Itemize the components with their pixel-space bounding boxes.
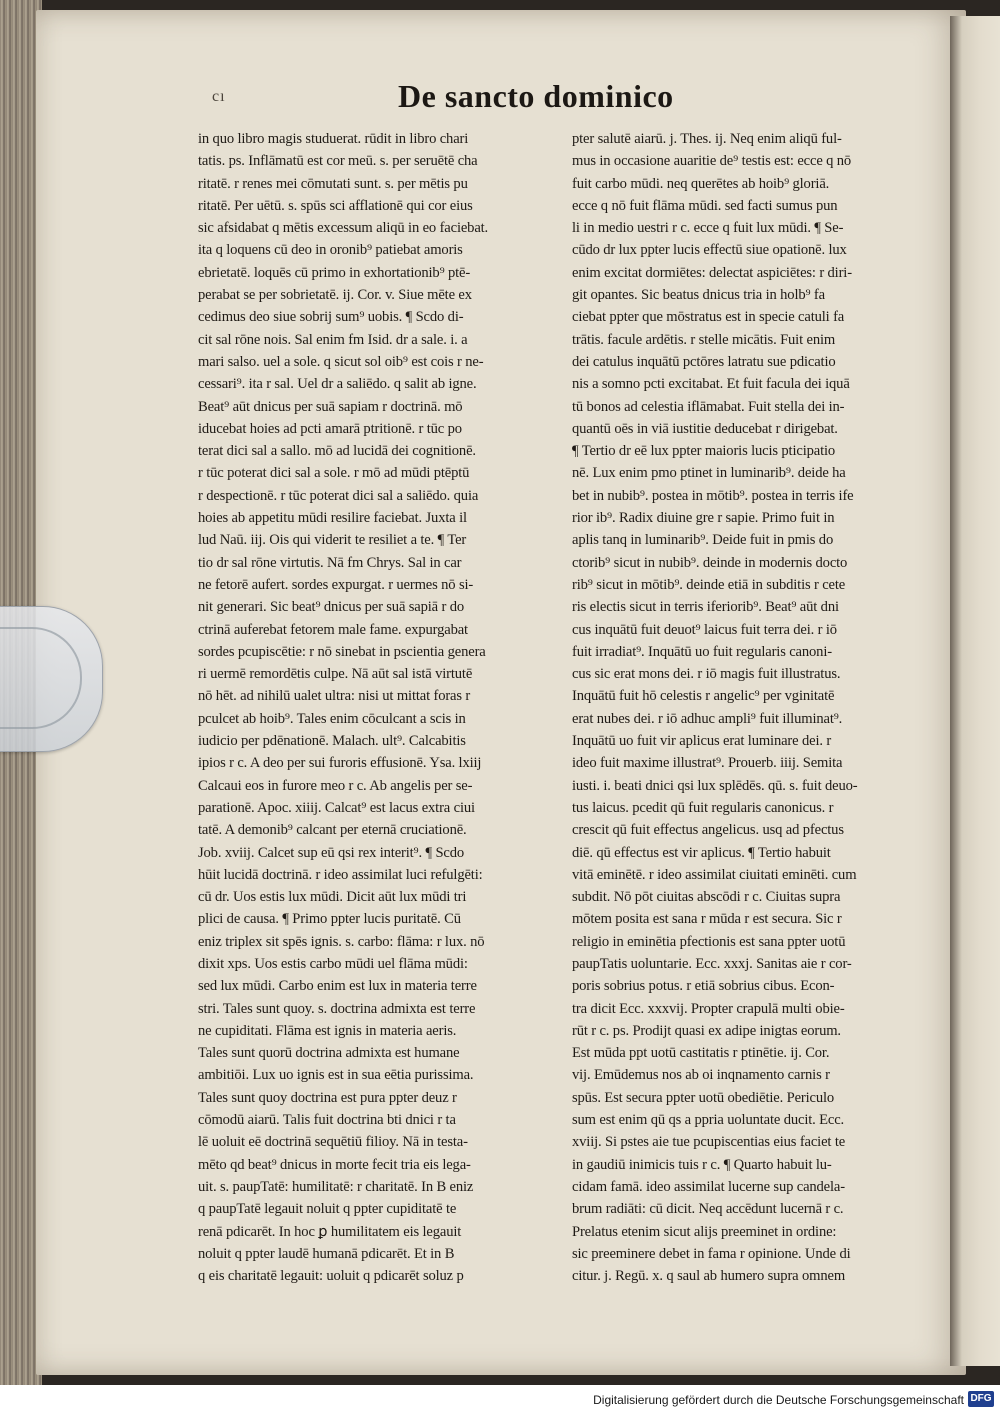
text-line: stri. Tales sunt quoy. s. doctrina admixta est terre — [198, 1000, 476, 1017]
text-line: in gaudiū inimicis tuis r c. ¶ Quarto habuit lu- — [572, 1156, 832, 1173]
text-line: brum radiāti: cū dicit. Neq accēdunt lucernā r c. — [572, 1201, 844, 1218]
text-line: nis a somno pcti excitabat. Et fuit facula dei iquā — [572, 376, 850, 393]
text-line: iducebat hoies ad pcti amarā ptritionē. r tūc po — [198, 420, 462, 437]
text-line: paupTatis uoluntarie. Ecc. xxxj. Sanitas aie r cor- — [572, 955, 852, 972]
text-line: diē. qū effectus est vir aplicus. ¶ Tertio habuit — [572, 844, 831, 861]
text-line: aplis tanq in luminarib⁹. Deide fuit in pmis do — [572, 532, 834, 549]
text-line: crescit qū fuit effectus angelicus. usq ad pfectus — [572, 822, 844, 839]
text-line: ritatē. r renes mei cōmutati sunt. s. per mētis pu — [198, 175, 468, 192]
text-line: hoies ab appetitu mūdi resilire faciebat. Juxta il — [198, 510, 467, 527]
text-line: ne fetorē aufert. sordes expurgat. r uermes nō si- — [198, 576, 474, 593]
text-line: perabat se per sobrietatē. ij. Cor. v. Siue mēte ex — [198, 287, 472, 304]
text-line: sic preeminere debet in fama r opinione. Unde di — [572, 1245, 851, 1262]
funding-credit: Digitalisierung gefördert durch die Deutsche Forschungsgemeinschaft — [593, 1393, 964, 1407]
text-line: cū dr. Uos estis lux mūdi. Dicit aūt lux mūdi tri — [198, 889, 467, 906]
text-line: cūdo dr lux ppter lucis effectū siue opationē. lux — [572, 242, 847, 259]
text-line: ris electis sicut in terris iferiorib⁹. Beat⁹ aūt dni — [572, 599, 839, 616]
text-line: subdit. Nō pōt ciuitas abscōdi r c. Ciuitas supra — [572, 889, 841, 906]
text-line: ideo fuit maxime illustrat⁹. Prouerb. iiij. Semita — [572, 755, 843, 772]
text-line: dei catulus inquātū pctōres latratu sue pdicatio — [572, 353, 836, 370]
text-line: xviij. Si pstes aie tue pcupiscentias eius faciet te — [572, 1134, 846, 1151]
text-line: quantū oēs in viā iustitie deducebat r dirigebat. — [572, 420, 838, 437]
text-line: citur. j. Regū. x. q saul ab humero supra omnem — [572, 1268, 846, 1285]
text-line: poris sobrius potus. r etiā sobrius cibus. Econ- — [572, 978, 835, 995]
page-clip-bookmark — [0, 606, 103, 752]
text-line: iudicio per pdēnationē. Malach. ult⁹. Calcabitis — [198, 733, 466, 750]
text-line: Job. xviij. Calcet sup eū qsi rex interit⁹. ¶ Scdo — [198, 844, 465, 861]
text-line: fuit carbo mūdi. neq querētes ab hoib⁹ gloriā. — [572, 175, 830, 192]
text-line: cedimus deo siue sobrij sum⁹ uobis. ¶ Scdo di- — [198, 309, 464, 326]
text-line: ambitiōi. Lux uo ignis est in sua eētia purissima. — [198, 1067, 474, 1084]
text-line: parationē. Apoc. xiiij. Calcat⁹ est lacus extra ciui — [198, 799, 475, 816]
text-line: Inquātū uo fuit vir aplicus erat luminare dei. r — [572, 733, 832, 750]
text-line: q eis charitatē legauit: uoluit q pdicarēt soluz p — [198, 1268, 464, 1285]
text-line: mōtem posita est sana r mūda r est secura. Sic r — [572, 911, 842, 928]
text-line: r tūc poterat dici sal a sole. r mō ad mūdi ptēptū — [198, 465, 470, 482]
text-line: Calcaui eos in furore meo r c. Ab angelis per se- — [198, 777, 473, 794]
text-line: ctorib⁹ sicut in nubib⁹. deinde in modernis docto — [572, 554, 848, 571]
text-line: Inquātū fuit hō celestis r angelic⁹ per vginitatē — [572, 688, 835, 705]
text-line: ciebat ppter que mōstratus est in specie catuli fa — [572, 309, 845, 326]
text-line: nit generari. Sic beat⁹ dnicus per suā sapiā r do — [198, 599, 465, 616]
text-line: lē uoluit eē doctrinā sequētiū filioy. Nā in testa- — [198, 1134, 468, 1151]
text-line: mari salso. uel a sole. q sicut sol oib⁹ est cois r ne- — [198, 353, 484, 370]
text-line: tio dr sal rōne virtutis. Nā fm Chrys. Sal in car — [198, 554, 462, 571]
text-column-right — [572, 128, 964, 1287]
text-line: ebrietatē. loquēs cū primo in exhortationib⁹ ptē- — [198, 264, 471, 281]
text-line: rib⁹ sicut in mōtib⁹. deinde etiā in subditis r cete — [572, 576, 846, 593]
text-line: dixit xps. Uos estis carbo mūdi uel flāma mūdi: — [198, 955, 468, 972]
text-line: Tales sunt quorū doctrina admixta est humane — [198, 1045, 460, 1062]
text-line: cidam famā. ideo assimilat lucerne sup candela- — [572, 1178, 845, 1195]
text-line: vitā eminētē. r ideo assimilat ciuitati eminēti. cum — [572, 866, 857, 883]
text-line: rūt r c. ps. Prodijt quasi ex adipe inigtas eorum. — [572, 1022, 841, 1039]
text-line: ritatē. Per uētū. s. spūs sci afflationē qui cor eius — [198, 197, 473, 214]
text-line: ¶ Tertio dr eē lux ppter maioris lucis pticipatio — [572, 443, 836, 460]
text-line: nē. Lux enim pmo ptinet in luminarib⁹. deide ha — [572, 465, 846, 482]
text-line: Tales sunt quoy doctrina est pura ppter deuz r — [198, 1089, 457, 1106]
text-line: rior ib⁹. Radix diuine gre r sapie. Primo fuit in — [572, 510, 835, 527]
text-line: nō hēt. ad nihilū ualet ultra: nisi ut mittat foras r — [198, 688, 471, 705]
text-line: q paupTatē legauit noluit q ppter cupiditatē te — [198, 1201, 457, 1218]
text-column-left — [198, 128, 568, 1287]
text-line: lud Naū. iij. Ois qui viderit te resiliet a te. ¶ Ter — [198, 532, 467, 549]
folio-number: cı — [212, 88, 226, 105]
text-line: noluit q ppter laudē humanā pdicarēt. Et in B — [198, 1245, 455, 1262]
text-line: eniz triplex sit spēs ignis. s. carbo: flāma: r lux. nō — [198, 933, 485, 950]
text-line: ne cupiditati. Flāma est ignis in materia aeris. — [198, 1022, 457, 1039]
text-line: vij. Emūdemus nos ab oi inqnamento carnis r — [572, 1067, 830, 1084]
page-title: De sancto dominico — [398, 78, 674, 114]
text-line: tus laicus. pcedit qū fuit regularis canonicus. r — [572, 799, 834, 816]
text-line: hūit lucidā doctrinā. r ideo assimilat luci refulgēti: — [198, 866, 483, 883]
text-line: tra dicit Ecc. xxxvij. Propter crapulā multi obie- — [572, 1000, 845, 1017]
text-line: ita q loquens cū deo in oronib⁹ patiebat amoris — [198, 242, 463, 259]
text-line: ecce q nō fuit flāma mūdi. sed facti sumus pun — [572, 197, 838, 214]
text-line: spūs. Est secura ppter uotū obediētie. Periculo — [572, 1089, 835, 1106]
text-line: trātis. facule ardētis. r stelle micātis. Fuit enim — [572, 331, 836, 348]
text-line: cus sic erat mons dei. r iō magis fuit illustratus. — [572, 666, 841, 683]
text-line: ri uermē remordētis culpe. Nā aūt sal istā virtutē — [198, 666, 473, 683]
text-line: Prelatus etenim sicut alijs preeminet in ordine: — [572, 1223, 837, 1240]
text-line: ipios r c. A deo per sui furoris effusionē. Ysa. lxiij — [198, 755, 482, 772]
text-line: enim excitat dormiētes: delectat aspiciētes: r diri- — [572, 264, 852, 281]
text-line: bet in nubib⁹. postea in mōtib⁹. postea in terris ife — [572, 487, 854, 504]
text-line: pculcet ab hoib⁹. Tales enim cōculcant a scis in — [198, 710, 466, 727]
text-line: mēto qd beat⁹ dnicus in morte fecit tria eis lega- — [198, 1156, 471, 1173]
text-line: religio in eminētia pfectionis est sana ppter uotū — [572, 933, 846, 950]
text-line: uit. s. paupTatē: humilitatē: r charitatē. In B eniz — [198, 1178, 474, 1195]
text-line: Est mūda ppt uotū castitatis r ptinētie. ij. Cor. — [572, 1045, 830, 1062]
text-line: erat nubes dei. r iō adhuc ampli⁹ fuit illuminat⁹. — [572, 710, 843, 727]
text-line: ctrinā auferebat fetorem male fame. expurgabat — [198, 621, 468, 638]
text-line: sed lux mūdi. Carbo enim est lux in materia terre — [198, 978, 477, 995]
text-line: li in medio uestri r c. ecce q fuit lux mūdi. ¶ Se- — [572, 220, 844, 237]
text-line: cessari⁹. ita r sal. Uel dr a saliēdo. q salit ab igne. — [198, 376, 477, 393]
text-line: sum est enim qū qs a ppria uoluntate ducit. Ecc. — [572, 1112, 845, 1129]
text-line: cōmodū aiarū. Talis fuit doctrina bti dnici r ta — [198, 1112, 456, 1129]
text-line: sic afsidabat q mētis excessum aliqū in eo faciebat. — [198, 220, 489, 237]
text-line: tū bonos ad celestia iflāmabat. Fuit stella dei in- — [572, 398, 845, 415]
text-line: mus in occasione auaritie de⁹ testis est: ecce q nō — [572, 153, 852, 170]
text-line: tatē. A demonib⁹ calcant per eternā cruciationē. — [198, 822, 467, 839]
text-line: renā pdicarēt. In hoc ꝑ humilitatem eis legauit — [198, 1223, 462, 1240]
text-line: pter salutē aiarū. j. Thes. ij. Neq enim aliqū ful- — [572, 131, 842, 147]
text-line: fuit irradiat⁹. Inquātū uo fuit regularis canoni- — [572, 643, 832, 660]
text-line: cit sal rōne nois. Sal enim fm Isid. dr a sale. i. a — [198, 331, 468, 348]
text-line: Beat⁹ aūt dnicus per suā sapiam r doctrinā. mō — [198, 398, 463, 415]
text-line: tatis. ps. Inflāmatū est cor meū. s. per seruētē cha — [198, 153, 478, 170]
text-line: iusti. i. beati dnici qsi lux splēdēs. qū. s. fuit deuo- — [572, 777, 858, 794]
text-line: r despectionē. r tūc poterat dici sal a saliēdo. quia — [198, 487, 479, 504]
text-line: git opantes. Sic beatus dnicus tria in holb⁹ fa — [572, 287, 825, 304]
text-line: sordes pcupiscētie: r nō sinebat in pscientia genera — [198, 643, 486, 660]
text-line: in quo libro magis studuerat. rūdit in libro chari — [198, 131, 469, 147]
text-line: plici de causa. ¶ Primo ppter lucis puritatē. Cū — [198, 911, 461, 928]
footer-bar — [0, 1385, 1000, 1415]
dfg-logo: DFG — [968, 1391, 994, 1407]
text-line: cus inquātū fuit deuot⁹ laicus fuit terra dei. r iō — [572, 621, 837, 638]
text-line: terat dici sal a sallo. mō ad lucidā dei cognitionē. — [198, 443, 476, 460]
